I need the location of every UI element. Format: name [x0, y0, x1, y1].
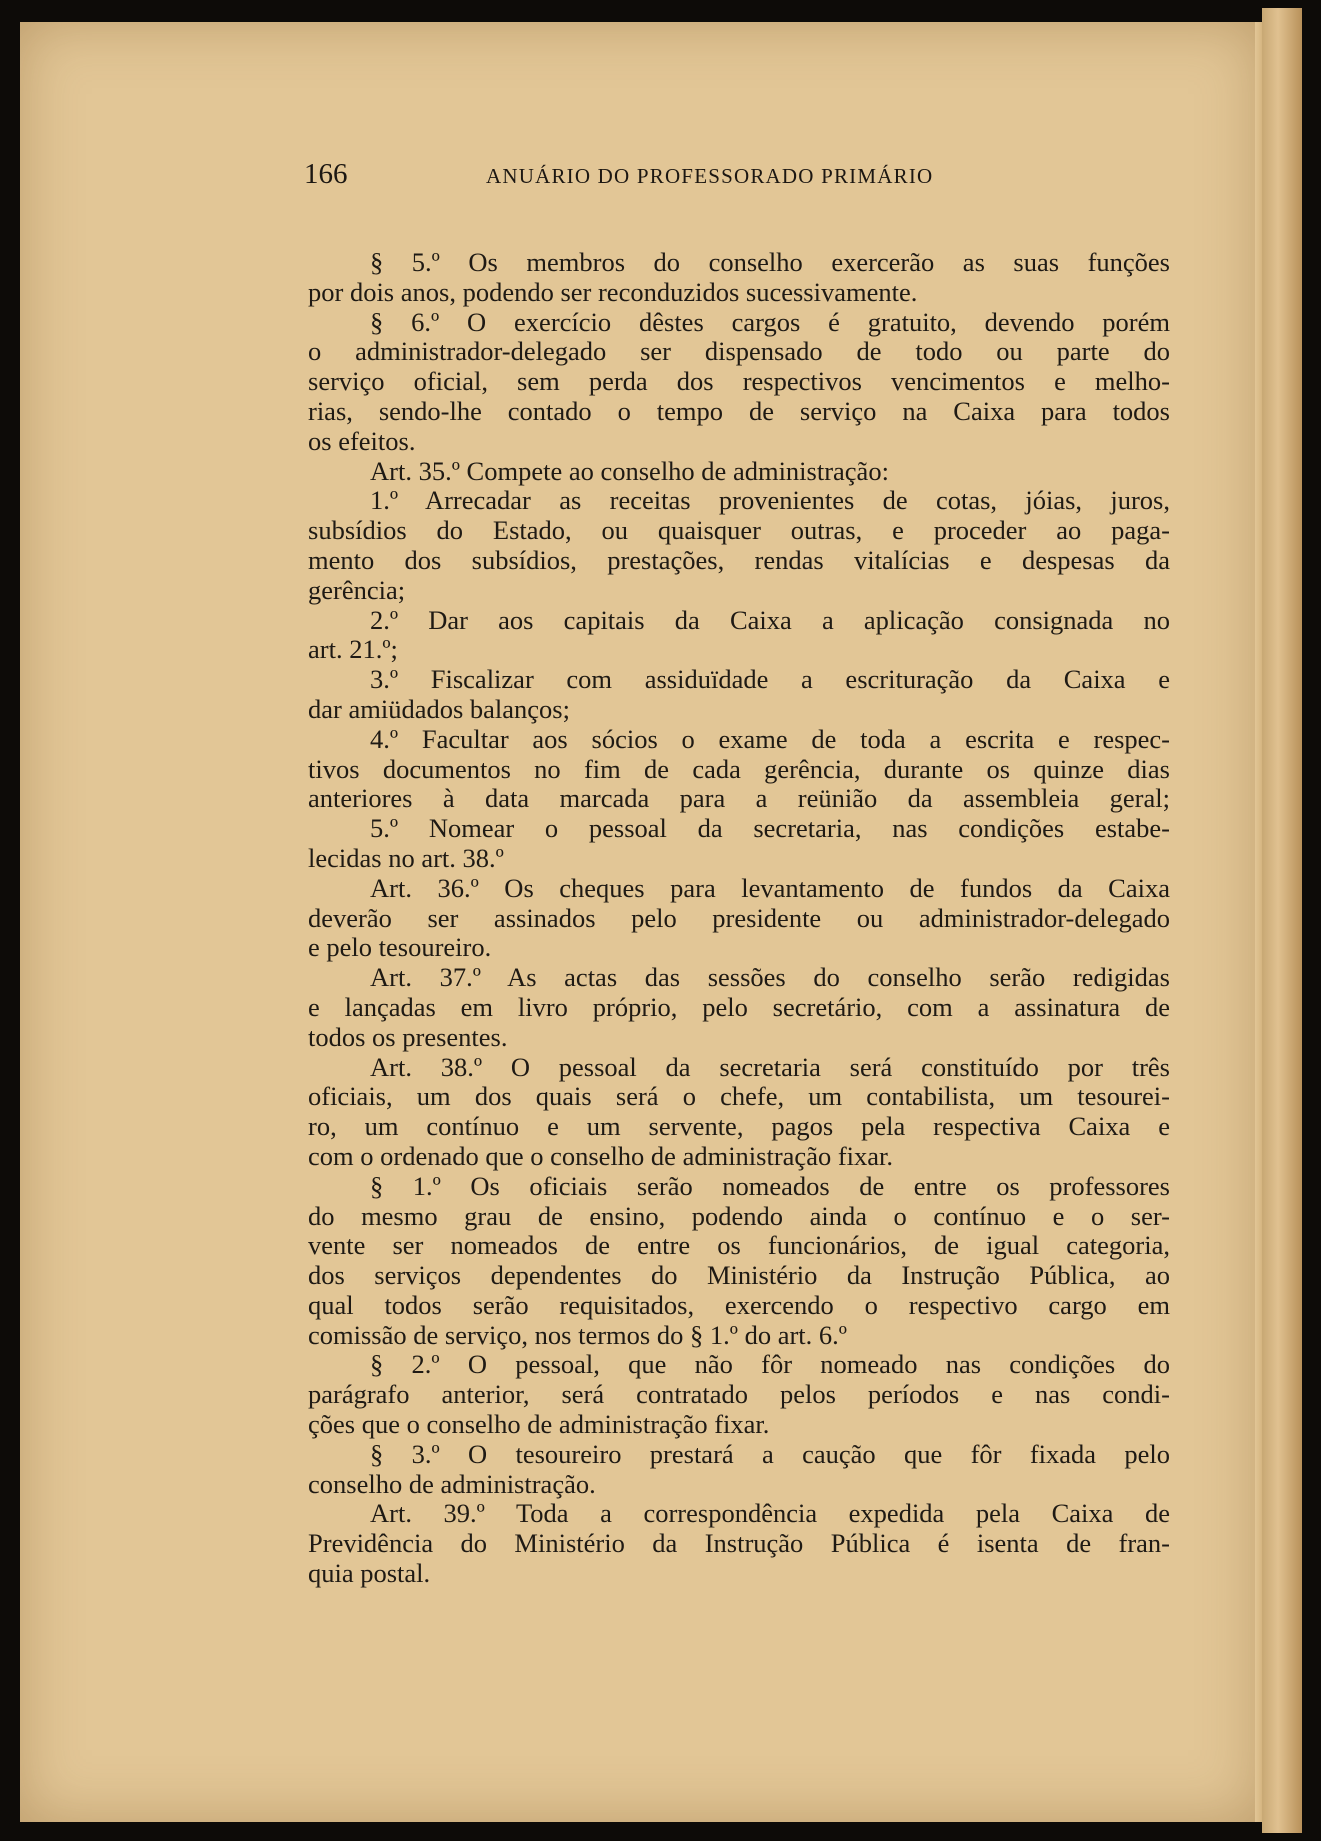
text-line: deverão ser assinados pelo presidente ou administrador-delegado	[308, 902, 1170, 933]
running-header	[304, 158, 1004, 194]
text-line: Art. 36.º Os cheques para levantamento de fundos da Caixa	[370, 872, 1170, 903]
text-line: o administrador-delegado ser dispensado de todo ou parte do	[308, 336, 1170, 367]
text-line: art. 21.º;	[308, 634, 398, 665]
text-line: mento dos subsídios, prestações, rendas vitalícias e despesas da	[308, 544, 1170, 575]
adjacent-page-edge	[1262, 8, 1302, 1833]
text-line: Previdência do Ministério da Instrução Pública é isenta de fran-	[308, 1528, 1170, 1559]
page-number: 166	[304, 158, 348, 190]
running-title: ANUÁRIO DO PROFESSORADO PRIMÁRIO	[486, 164, 934, 188]
text-line: § 6.º O exercício dêstes cargos é gratuito, devendo porém	[370, 306, 1170, 337]
text-line: 3.º Fiscalizar com assiduïdade a escrituração da Caixa e	[370, 664, 1170, 695]
text-line: serviço oficial, sem perda dos respectivos vencimentos e melho-	[308, 366, 1170, 397]
text-line: vente ser nomeados de entre os funcionários, de igual categoria,	[308, 1230, 1170, 1261]
text-line: e pelo tesoureiro.	[308, 932, 492, 963]
text-line: parágrafo anterior, será contratado pelos períodos e nas condi-	[308, 1379, 1170, 1410]
text-line: e lançadas em livro próprio, pelo secretário, com a assinatura de	[308, 991, 1170, 1022]
text-line: comissão de serviço, nos termos do § 1.º do art. 6.º	[308, 1319, 847, 1350]
text-line: qual todos serão requisitados, exercendo o respectivo cargo em	[308, 1289, 1170, 1320]
text-line: todos os presentes.	[308, 1021, 508, 1052]
text-line: 1.º Arrecadar as receitas provenientes de cotas, jóias, juros,	[370, 485, 1170, 516]
text-line: subsídios do Estado, ou quaisquer outras, e proceder ao paga-	[308, 515, 1170, 546]
text-line: do mesmo grau de ensino, podendo ainda o contínuo e o ser-	[308, 1200, 1170, 1231]
body-text	[308, 248, 1170, 1589]
text-line: com o ordenado que o conselho de administração fixar.	[308, 1140, 894, 1171]
text-line: Art. 38.º O pessoal da secretaria será constituído por três	[370, 1051, 1170, 1082]
text-line: por dois anos, podendo ser reconduzidos sucessivamente.	[308, 276, 918, 307]
text-line: os efeitos.	[308, 425, 416, 456]
text-line: lecidas no art. 38.º	[308, 842, 504, 873]
text-line: oficiais, um dos quais será o chefe, um contabilista, um tesourei-	[308, 1081, 1170, 1112]
text-line: 4.º Facultar aos sócios o exame de toda a escrita e respec-	[370, 723, 1170, 754]
text-line: anteriores à data marcada para a reünião da assembleia geral;	[308, 783, 1170, 814]
text-line: ro, um contínuo e um servente, pagos pela respectiva Caixa e	[308, 1111, 1170, 1142]
text-line: § 3.º O tesoureiro prestará a caução que fôr fixada pelo	[370, 1438, 1170, 1469]
text-line: Art. 39.º Toda a correspondência expedida pela Caixa de	[370, 1498, 1170, 1529]
text-line: tivos documentos no fim de cada gerência, durante os quinze dias	[308, 753, 1170, 784]
text-line: gerência;	[308, 574, 406, 605]
text-line: § 1.º Os oficiais serão nomeados de entre os professores	[370, 1170, 1170, 1201]
text-line: § 5.º Os membros do conselho exercerão as suas funções	[370, 247, 1170, 277]
text-line: ções que o conselho de administração fixar.	[308, 1409, 770, 1440]
text-line: rias, sendo-lhe contado o tempo de serviço na Caixa para todos	[308, 395, 1170, 426]
text-line: quia postal.	[308, 1558, 431, 1589]
text-line: 2.º Dar aos capitais da Caixa a aplicação consignada no	[370, 604, 1170, 635]
text-line: Art. 37.º As actas das sessões do conselho serão redigidas	[370, 962, 1170, 993]
text-line: conselho de administração.	[308, 1468, 596, 1499]
text-line: § 2.º O pessoal, que não fôr nomeado nas condições do	[370, 1349, 1170, 1380]
text-line: dos serviços dependentes do Ministério da Instrução Pública, ao	[308, 1260, 1170, 1291]
text-line: dar amiüdados balanços;	[308, 693, 570, 724]
text-line: Art. 35.º Compete ao conselho de administração:	[370, 455, 889, 486]
text-line: 5.º Nomear o pessoal da secretaria, nas condições estabe-	[370, 813, 1170, 844]
